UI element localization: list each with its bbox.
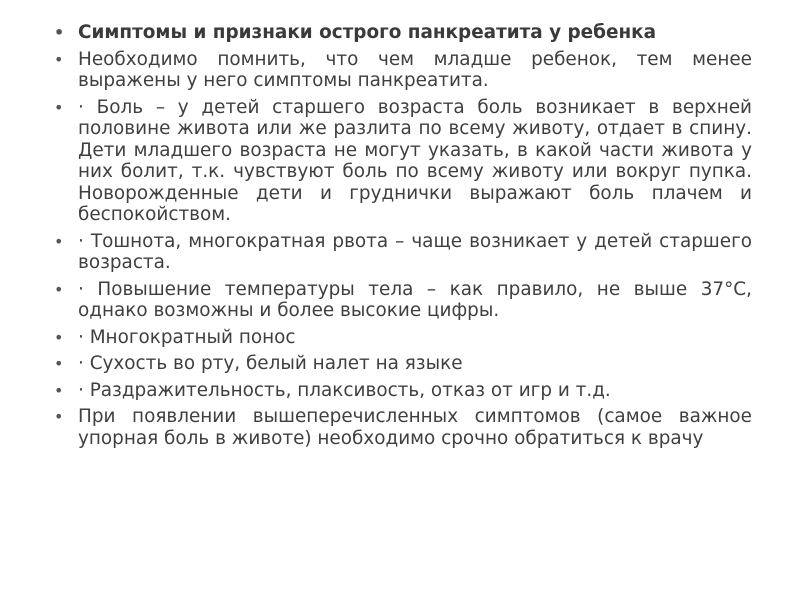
list-item	[54, 279, 752, 322]
list-item-heading	[54, 22, 752, 44]
list-item	[54, 406, 752, 449]
symptom-list	[54, 22, 752, 449]
bullet-icon: •	[54, 380, 64, 400]
list-item	[54, 380, 752, 402]
list-item	[54, 353, 752, 375]
list-item	[54, 97, 752, 226]
list-item-text: Необходимо помнить, что чем младше ребенок, тем менее выражены у него симптомы панкреатита.	[78, 48, 752, 91]
bullet-icon: •	[54, 231, 64, 251]
bullet-icon: •	[54, 49, 64, 69]
list-item	[54, 231, 752, 274]
list-item	[54, 327, 752, 349]
list-item	[54, 49, 752, 92]
list-item-text: · Сухость во рту, белый налет на языке	[78, 353, 463, 374]
list-item-text: При появлении вышеперечисленных симптомов (самое важное упорная боль в животе) необходимо срочно обратиться к врачу	[78, 406, 752, 449]
heading-text: Симптомы и признаки острого панкреатита у ребенка	[78, 22, 657, 43]
bullet-icon: •	[54, 354, 64, 373]
bullet-icon: •	[54, 97, 64, 117]
list-item-text: · Боль – у детей старшего возраста боль возникает в верхней половине живота или же разлита по всему животу, отдает в спину. Дети младшего возраста не могут указать, в какой части живота у них болит, т.к. чувствуют боль по всему животу или вокруг пупка. Новорожденные дети и груднички выражают боль плачем и беспокойством.	[78, 96, 752, 225]
bullet-icon: •	[54, 279, 64, 299]
bullet-icon: •	[54, 23, 65, 42]
bullet-icon: •	[54, 327, 64, 347]
bullet-icon: •	[54, 407, 64, 426]
list-item-text: · Повышение температуры тела – как правило, не выше 37°С, однако возможны и более высокие цифры.	[78, 278, 752, 321]
list-item-text: · Тошнота, многократная рвота – чаще возникает у детей старшего возраста.	[78, 230, 752, 273]
list-item-text: · Многократный понос	[78, 326, 296, 348]
list-item-text: · Раздражительность, плаксивость, отказ от игр и т.д.	[78, 379, 611, 401]
